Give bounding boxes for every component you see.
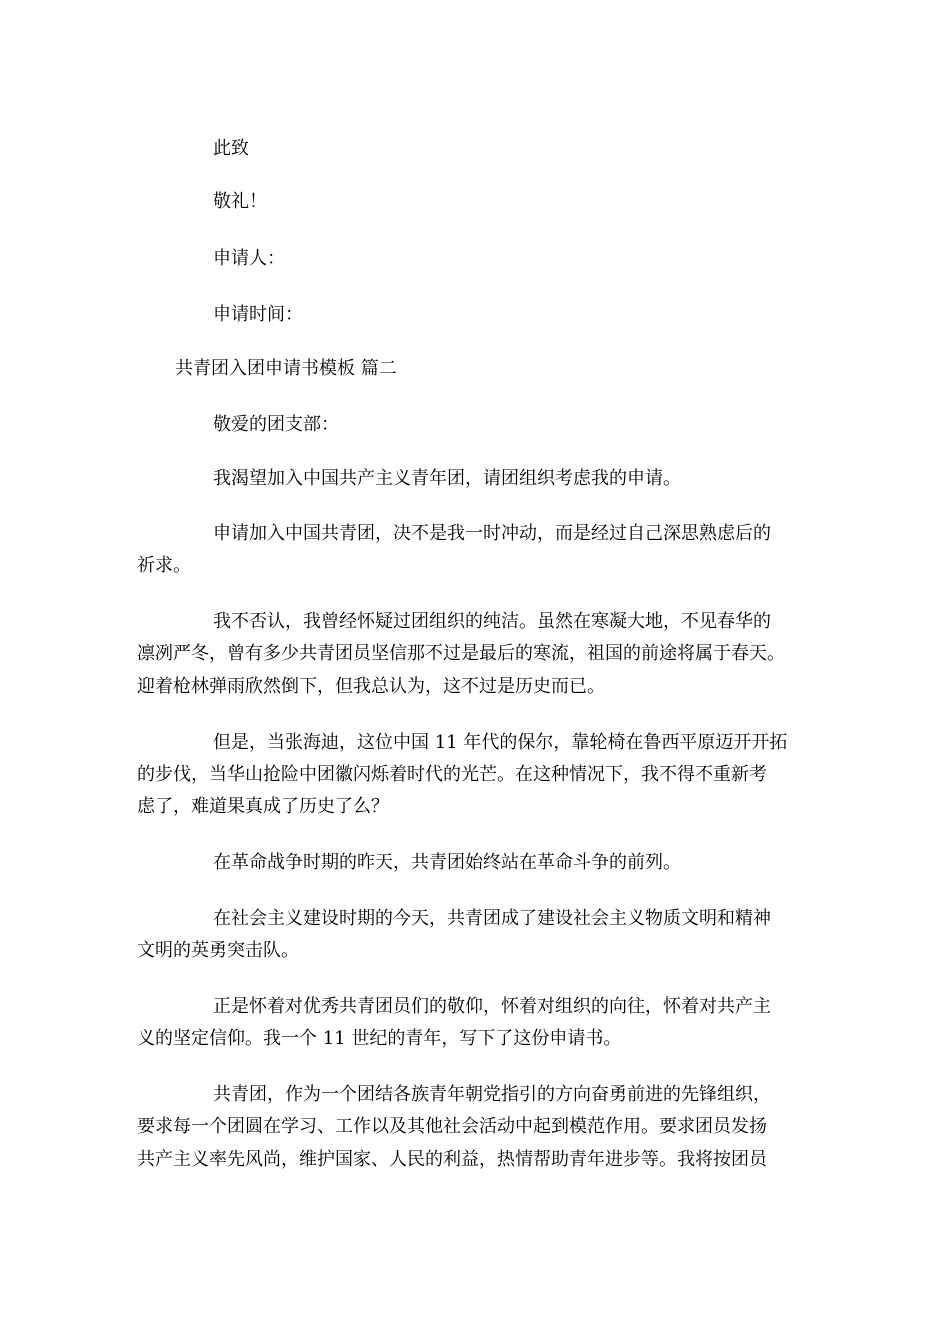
paragraph-2-line-1: 申请加入中国共青团，决不是我一时冲动，而是经过自己深思熟虑后的 (213, 523, 771, 544)
closing-applicant: 申请人： (213, 248, 285, 269)
paragraph-4-line-2: 的步伐，当华山抢险中团徽闪烁着时代的光芒。在这种情况下，我不得不重新考 (137, 764, 767, 785)
paragraph-7-line-1: 正是怀着对优秀共青团员们的敬仰，怀着对组织的向往，怀着对共产主 (213, 996, 771, 1017)
paragraph-3-line-3: 迎着枪林弹雨欣然倒下，但我总认为，这不过是历史而已。 (137, 676, 605, 697)
closing-date: 申请时间： (213, 304, 303, 325)
paragraph-3-line-2: 凛冽严冬，曾有多少共青团员坚信那不过是最后的寒流，祖国的前途将属于春天。 (137, 643, 785, 664)
paragraph-8-line-3: 共产主义率先风尚，维护国家、人民的利益，热情帮助青年进步等。我将按团员 (137, 1149, 767, 1170)
paragraph-4-line-1: 但是，当张海迪，这位中国 11 年代的保尔，靠轮椅在鲁西平原迈开开拓 (213, 732, 788, 753)
paragraph-5-line-1: 在革命战争时期的昨天，共青团始终站在革命斗争的前列。 (213, 852, 681, 873)
letter-greeting: 敬爱的团支部： (213, 414, 339, 435)
paragraph-3-line-1: 我不否认，我曾经怀疑过团组织的纯洁。虽然在寒凝大地，不见春华的 (213, 611, 771, 632)
paragraph-8-line-1: 共青团，作为一个团结各族青年朝党指引的方向奋勇前进的先锋组织， (213, 1084, 771, 1105)
section-title: 共青团入团申请书模板 篇二 (175, 358, 397, 379)
closing-respect: 敬礼！ (213, 191, 267, 212)
paragraph-7-line-2: 义的坚定信仰。我一个 11 世纪的青年，写下了这份申请书。 (137, 1028, 622, 1049)
paragraph-8-line-2: 要求每一个团圆在学习、工作以及其他社会活动中起到模范作用。要求团员发扬 (137, 1116, 767, 1137)
paragraph-4-line-3: 虑了，难道果真成了历史了么？ (137, 796, 389, 817)
paragraph-6-line-2: 文明的英勇突击队。 (137, 940, 299, 961)
paragraph-6-line-1: 在社会主义建设时期的今天，共青团成了建设社会主义物质文明和精神 (213, 908, 771, 929)
paragraph-1-line-1: 我渴望加入中国共产主义青年团，请团组织考虑我的申请。 (213, 468, 681, 489)
closing-salutation: 此致 (213, 138, 249, 159)
paragraph-2-line-2: 祈求。 (137, 555, 191, 576)
